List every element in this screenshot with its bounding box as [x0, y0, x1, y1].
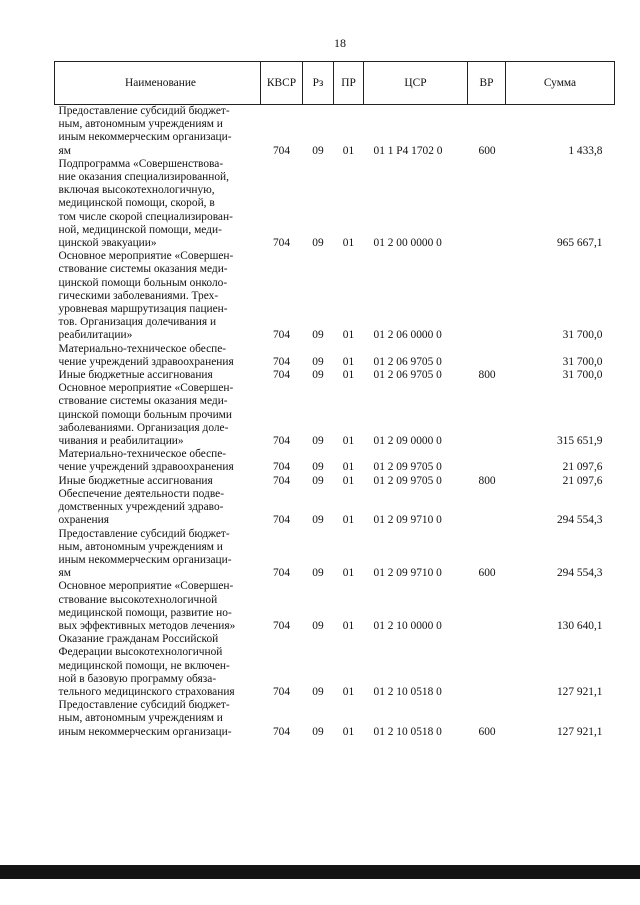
table-row: [55, 250, 615, 342]
row-name: [55, 580, 261, 633]
row-csr: 01 1 Р4 1702 0: [373, 144, 443, 157]
row-kvsr: 704: [272, 567, 291, 580]
row-sum: 1 433,8: [568, 144, 603, 157]
row-name-line: Предоставление субсидий бюджет-: [58, 105, 230, 117]
row-name-line: Иные бюджетные ассигнования: [58, 369, 213, 382]
row-kvsr: 704: [272, 144, 291, 157]
row-name-line: Основное мероприятие «Совершен-: [58, 250, 234, 263]
row-csr: 01 2 06 9705 0: [373, 369, 442, 382]
row-csr: 01 2 10 0518 0: [373, 685, 442, 698]
row-csr: 01 2 09 0000 0: [373, 435, 442, 448]
row-rz: 09: [312, 685, 324, 698]
header-vr: ВР: [468, 62, 506, 105]
row-pr: 01: [342, 461, 355, 474]
row-csr: 01 2 06 9705 0: [373, 355, 442, 368]
row-pr: 01: [342, 567, 355, 580]
row-name-line: тов. Организация долечивания и: [58, 316, 217, 329]
row-rz: 09: [312, 461, 324, 474]
row-csr: 01 2 10 0518 0: [373, 725, 442, 738]
row-sum: 31 700,0: [562, 329, 603, 342]
row-name: [55, 448, 261, 474]
row-name-line: медицинской помощи, развитие но-: [58, 606, 232, 619]
row-kvsr: 704: [272, 435, 291, 448]
row-name-line: цинской эвакуации»: [58, 237, 157, 250]
row-name-line: иным некоммерческим организаци-: [58, 725, 232, 738]
row-kvsr: 704: [272, 619, 291, 632]
page-number: 18: [334, 36, 346, 50]
row-vr: 800: [478, 474, 496, 487]
row-name-line: Основное мероприятие «Совершен-: [58, 580, 234, 593]
row-name-line: ной в базовую программу обяза-: [58, 672, 217, 685]
row-pr: 01: [342, 685, 355, 698]
row-name: [55, 250, 261, 342]
header-csr: ЦСР: [364, 62, 468, 105]
row-vr: 600: [478, 567, 496, 580]
row-vr: 600: [478, 144, 496, 157]
row-pr: 01: [342, 237, 355, 250]
row-pr: 01: [342, 619, 355, 632]
row-name: [55, 699, 261, 739]
scan-edge-bar: [0, 865, 640, 879]
row-sum: 965 667,1: [556, 237, 603, 250]
row-name-line: тельного медицинского страхования: [58, 685, 235, 698]
row-name-line: Основное мероприятие «Совершен-: [58, 382, 234, 395]
row-pr: 01: [342, 474, 355, 487]
row-kvsr: 704: [272, 725, 291, 738]
table-row: [55, 528, 615, 581]
table-body: [55, 105, 615, 739]
row-name-line: ной, медицинской помощи, меди-: [58, 223, 222, 236]
table-row: [55, 488, 615, 528]
row-name-line: медицинской помощи, не включен-: [58, 659, 230, 672]
row-pr: 01: [342, 369, 355, 382]
row-name-line: ям: [58, 144, 71, 157]
row-kvsr: 704: [272, 237, 291, 250]
row-csr: 01 2 09 9710 0: [373, 567, 442, 580]
row-name-line: ствование высокотехнологичной: [58, 593, 218, 606]
table-header: [55, 62, 615, 105]
row-sum: 294 554,3: [556, 567, 603, 580]
row-name-line: цинской помощи больным онколо-: [58, 276, 228, 289]
row-name-line: заболеваниями. Организация доле-: [58, 421, 229, 434]
row-name-line: иным некоммерческим организаци-: [58, 553, 232, 566]
row-name: [55, 369, 261, 382]
row-name-line: Материально-техническое обеспе-: [58, 448, 227, 461]
header-kvsr: КВСР: [261, 62, 303, 105]
row-sum: 31 700,0: [562, 355, 603, 368]
row-pr: 01: [342, 725, 355, 738]
row-vr: [468, 343, 506, 369]
row-rz: 09: [312, 144, 324, 157]
row-name-line: ствование системы оказания меди-: [58, 395, 228, 408]
row-vr: [468, 250, 506, 342]
row-kvsr: 704: [272, 685, 291, 698]
table-row: [55, 382, 615, 448]
row-name-line: ям: [58, 567, 71, 580]
row-rz: 09: [312, 435, 324, 448]
row-vr: [468, 382, 506, 448]
row-csr: 01 2 09 9705 0: [373, 461, 442, 474]
row-kvsr: 704: [272, 461, 291, 474]
row-name: [55, 105, 261, 158]
row-rz: 09: [312, 725, 324, 738]
row-name-line: ние оказания специализированной,: [58, 171, 229, 184]
row-kvsr: 704: [272, 355, 291, 368]
row-name-line: Материально-техническое обеспе-: [58, 342, 227, 355]
row-name: [55, 528, 261, 581]
row-vr: 600: [478, 725, 496, 738]
row-rz: 09: [312, 474, 324, 487]
row-name-line: гическими заболеваниями. Трех-: [58, 289, 219, 302]
row-name-line: домственных учреждений здраво-: [58, 501, 224, 514]
table-row: [55, 158, 615, 250]
row-csr: 01 2 09 9710 0: [373, 514, 442, 527]
row-name-line: ным, автономным учреждениям и: [58, 712, 223, 725]
row-pr: 01: [342, 514, 355, 527]
row-rz: 09: [312, 514, 324, 527]
row-name-line: чение учреждений здравоохранения: [58, 461, 234, 474]
row-vr: [468, 448, 506, 474]
row-rz: 09: [312, 329, 324, 342]
row-pr: 01: [342, 144, 355, 157]
table-row: [55, 475, 615, 488]
row-name-line: чение учреждений здравоохранения: [58, 355, 234, 368]
row-vr: 800: [478, 369, 496, 382]
row-name: [55, 158, 261, 250]
table-row: [55, 448, 615, 474]
row-csr: 01 2 10 0000 0: [373, 619, 442, 632]
row-pr: 01: [342, 435, 355, 448]
row-csr: 01 2 00 0000 0: [373, 237, 442, 250]
row-sum: 31 700,0: [562, 369, 603, 382]
row-name-line: Предоставление субсидий бюджет-: [58, 699, 230, 712]
row-sum: 294 554,3: [556, 514, 603, 527]
table-row: [55, 633, 615, 699]
row-name-line: чивания и реабилитации»: [58, 435, 184, 448]
row-name-line: вых эффективных методов лечения»: [58, 619, 236, 632]
row-sum: 315 651,9: [556, 435, 603, 448]
row-name: [55, 475, 261, 488]
row-vr: [468, 488, 506, 528]
row-pr: 01: [342, 355, 355, 368]
row-name-line: Подпрограмма «Совершенствова-: [58, 157, 224, 170]
row-name-line: цинской помощи больным прочими: [58, 408, 232, 421]
row-sum: 127 921,1: [556, 685, 603, 698]
row-name: [55, 488, 261, 528]
row-name: [55, 633, 261, 699]
table-row: [55, 343, 615, 369]
row-name-line: ным, автономным учреждениям и: [58, 540, 223, 553]
row-name-line: реабилитации»: [58, 329, 133, 342]
row-rz: 09: [312, 567, 324, 580]
row-name-line: Оказание гражданам Российской: [58, 633, 219, 646]
row-vr: [468, 633, 506, 699]
row-csr: 01 2 06 0000 0: [373, 329, 442, 342]
row-name-line: включая высокотехнологичную,: [58, 184, 215, 197]
row-vr: [468, 158, 506, 250]
row-vr: [468, 580, 506, 633]
row-name: [55, 343, 261, 369]
row-name-line: уровневая маршрутизация пациен-: [58, 303, 228, 316]
row-sum: 21 097,6: [562, 474, 603, 487]
table-row: [55, 105, 615, 158]
row-name-line: медицинской помощи, скорой, в: [58, 197, 215, 210]
row-rz: 09: [312, 619, 324, 632]
row-name-line: Иные бюджетные ассигнования: [58, 474, 213, 487]
row-csr: 01 2 09 9705 0: [373, 474, 442, 487]
row-sum: 21 097,6: [562, 461, 603, 474]
row-pr: 01: [342, 329, 355, 342]
row-sum: 127 921,1: [556, 725, 603, 738]
row-rz: 09: [312, 369, 324, 382]
header-pr: ПР: [334, 62, 364, 105]
row-kvsr: 704: [272, 329, 291, 342]
budget-table: [54, 61, 615, 739]
row-rz: 09: [312, 237, 324, 250]
row-kvsr: 704: [272, 514, 291, 527]
row-kvsr: 704: [272, 474, 291, 487]
row-kvsr: 704: [272, 369, 291, 382]
row-name-line: Федерации высокотехнологичной: [58, 646, 223, 659]
row-name-line: охранения: [58, 514, 109, 527]
row-name: [55, 382, 261, 448]
row-name-line: иным некоммерческим организаци-: [58, 131, 232, 144]
row-name-line: ствование системы оказания меди-: [58, 263, 228, 276]
table-row: [55, 699, 615, 739]
table-row: [55, 369, 615, 382]
header-rz: Рз: [303, 62, 334, 105]
row-name-line: том числе скорой специализирован-: [58, 210, 233, 223]
row-name-line: Предоставление субсидий бюджет-: [58, 527, 230, 540]
row-name-line: Обеспечение деятельности подве-: [58, 487, 224, 500]
row-name-line: ным, автономным учреждениям и: [58, 118, 223, 131]
table-row: [55, 580, 615, 633]
header-sum: Сумма: [506, 62, 615, 105]
header-name: Наименование: [55, 62, 261, 105]
row-sum: 130 640,1: [556, 619, 603, 632]
row-rz: 09: [312, 355, 324, 368]
